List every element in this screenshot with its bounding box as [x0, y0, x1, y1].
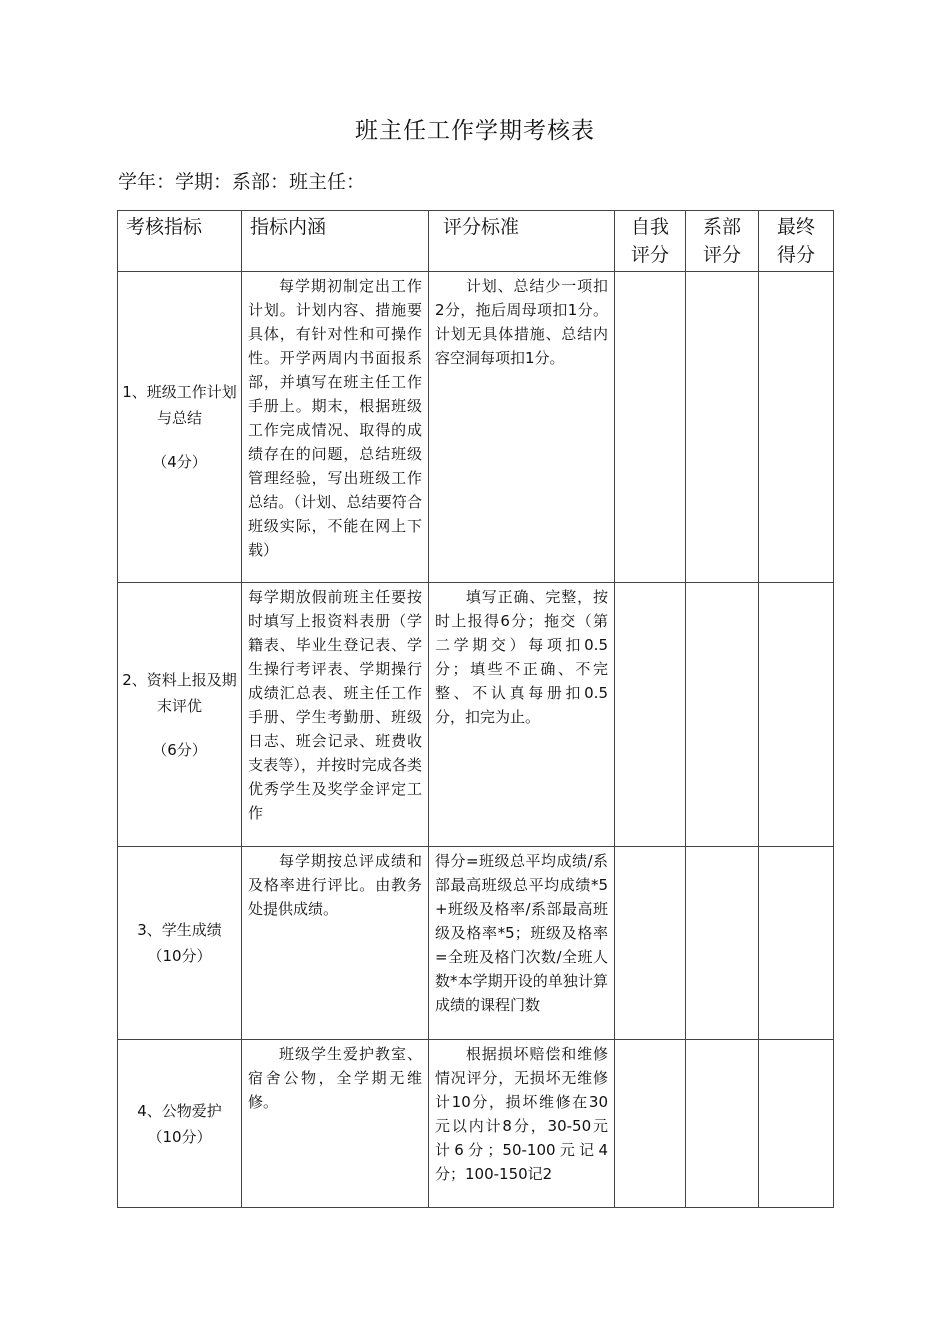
- final-score-cell[interactable]: [759, 583, 834, 847]
- table-row: [118, 272, 834, 583]
- header-dept-line2: 评分: [702, 244, 741, 266]
- header-content: 指标内涵: [242, 211, 429, 272]
- standard-text: 根据损坏赔偿和维修情况评分，无损坏无维修计10分，损坏维修在30元以内计8分，30-50元计6分；50-100元记4分；100-150记2: [435, 1045, 608, 1183]
- dept-score-cell[interactable]: [686, 847, 759, 1040]
- standard-cell: [429, 1040, 615, 1208]
- self-score-cell[interactable]: [615, 272, 686, 583]
- content-text: 每学期按总评成绩和及格率进行评比。由教务处提供成绩。: [248, 852, 422, 918]
- standard-cell: [429, 583, 615, 847]
- table-row: [118, 583, 834, 847]
- indicator-cell: [118, 1040, 242, 1208]
- assessment-table: [117, 210, 834, 1208]
- final-score-cell[interactable]: [759, 1040, 834, 1208]
- header-indicator: 考核指标: [118, 211, 242, 272]
- standard-text: 计划、总结少一项扣2分，拖后周母项扣1分。计划无具体措施、总结内容空洞每项扣1分。: [435, 277, 608, 367]
- content-cell: [242, 1040, 429, 1208]
- content-cell: [242, 272, 429, 583]
- dept-score-cell[interactable]: [686, 272, 759, 583]
- indicator-cell: [118, 583, 242, 847]
- final-score-cell[interactable]: [759, 272, 834, 583]
- self-score-cell[interactable]: [615, 583, 686, 847]
- indicator-score: （10分）: [147, 947, 212, 965]
- header-dept-line1: 系部: [702, 216, 741, 238]
- indicator-score: （10分）: [147, 1127, 212, 1146]
- indicator-cell: [118, 272, 242, 583]
- table-row: [118, 847, 834, 1040]
- content-cell: [242, 583, 429, 847]
- header-final-line2: 得分: [776, 244, 815, 266]
- header-self-line2: 评分: [630, 244, 669, 266]
- standard-cell: [429, 847, 615, 1040]
- content-text: 每学期初制定出工作计划。计划内容、措施要具体，有针对性和可操作性。开学两周内书面报系部，并填写在班主任工作手册上。期末，根据班级工作完成情况、取得的成绩存在的问题，总结班级管理经验，写出班级工作总结。（计划、总结要符合班级实际，不能在网上下载）: [248, 277, 422, 559]
- standard-text: 得分=班级总平均成绩/系部最高班级总平均成绩*5+班级及格率/系部最高班级及格率*5；班级及格率=全班及格门次数/全班人数*本学期开设的单独计算成绩的课程门数: [435, 852, 608, 1014]
- indicator-name: 1、班级工作计划与总结: [122, 383, 237, 427]
- standard-cell: [429, 272, 615, 583]
- final-score-cell[interactable]: [759, 847, 834, 1040]
- indicator-name: 3、学生成绩: [137, 921, 222, 939]
- header-self-score: [615, 211, 686, 272]
- standard-text: 填写正确、完整，按时上报得6分；拖交（第二学期交）每项扣0.5分；填些不正确、不完整、不认真每册扣0.5分，扣完为止。: [435, 588, 608, 726]
- dept-score-cell[interactable]: [686, 583, 759, 847]
- self-score-cell[interactable]: [615, 847, 686, 1040]
- table-row: [118, 1040, 834, 1208]
- indicator-score: （4分）: [152, 453, 207, 471]
- indicator-cell: [118, 847, 242, 1040]
- indicator-score: （6分）: [152, 740, 207, 759]
- indicator-name: 2、资料上报及期末评优: [122, 670, 237, 715]
- content-cell: [242, 847, 429, 1040]
- header-dept-score: [686, 211, 759, 272]
- header-standard: 评分标准: [429, 211, 615, 272]
- header-final-line1: 最终: [776, 216, 815, 238]
- dept-score-cell[interactable]: [686, 1040, 759, 1208]
- header-self-line1: 自我: [630, 216, 669, 238]
- content-text: 每学期放假前班主任要按时填写上报资料表册（学籍表、毕业生登记表、学生操行考评表、学期操行成绩汇总表、班主任工作手册、学生考勤册、班级日志、班会记录、班费收支表等），并按时完成各类优秀学生及奖学金评定工作: [248, 588, 422, 822]
- page-title: 班主任工作学期考核表: [355, 118, 595, 144]
- header-final-score: [759, 211, 834, 272]
- indicator-name: 4、公物爱护: [137, 1101, 222, 1120]
- self-score-cell[interactable]: [615, 1040, 686, 1208]
- meta-line: 学年：学期：系部：班主任：: [118, 171, 366, 193]
- header-row: [118, 211, 834, 272]
- content-text: 班级学生爱护教室、宿舍公物，全学期无维修。: [248, 1045, 422, 1111]
